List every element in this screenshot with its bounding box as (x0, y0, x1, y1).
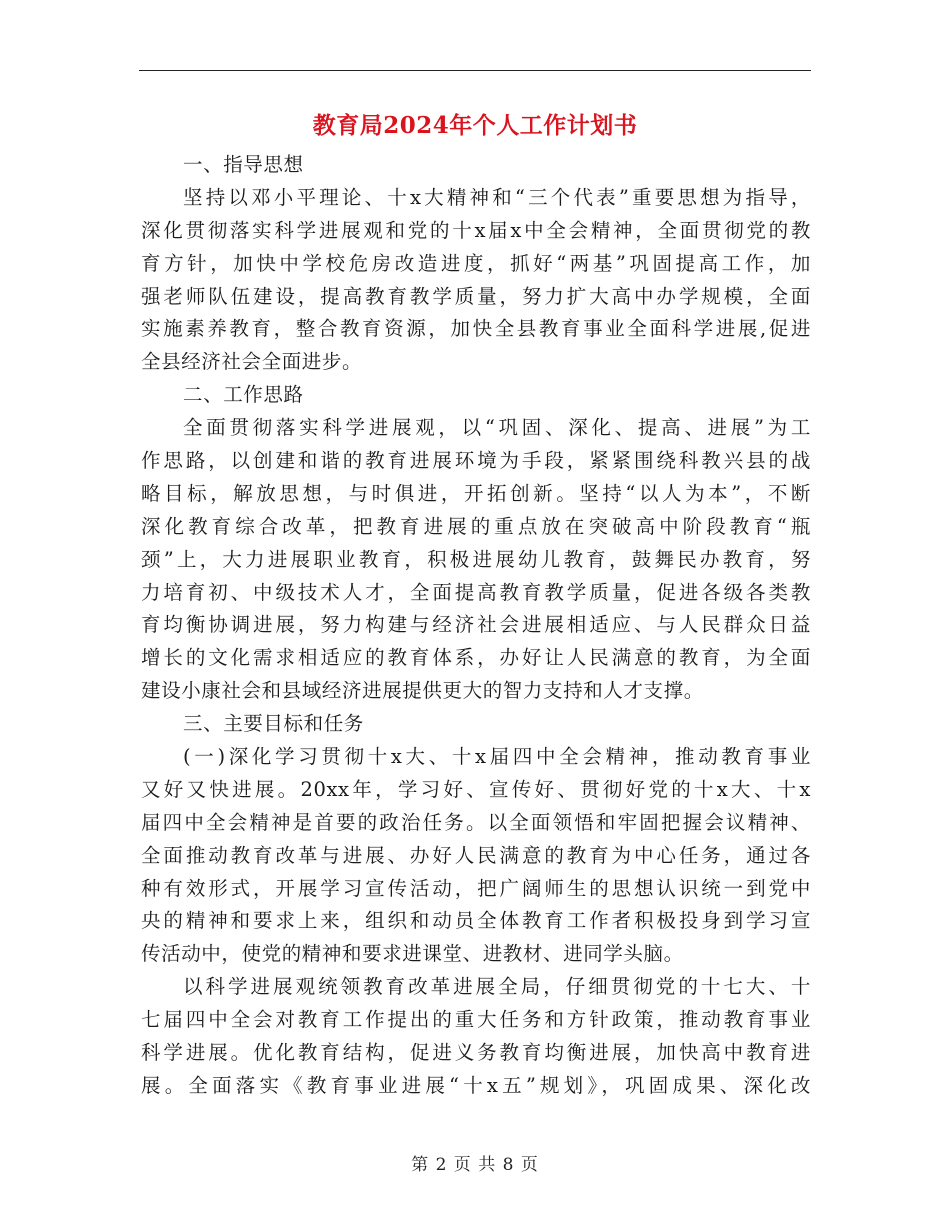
paragraph-line: 坚持以邓小平理论、十x大精神和“三个代表”重要思想为指导， (183, 185, 811, 209)
paragraph-line: 略目标，解放思想，与时俱进，开拓创新。坚持“以人为本”，不断 (141, 481, 811, 505)
page-number: 第 2 页 共 8 页 (411, 1155, 539, 1175)
paragraph-line: 全县经济社会全面进步。 (141, 350, 363, 374)
paragraph-line: 展。全面落实《教育事业进展“十x五”规划》，巩固成果、深化改 (141, 1073, 811, 1097)
paragraph-line: 央的精神和要求上来，组织和动员全体教育工作者积极投身到学习宣 (141, 909, 811, 933)
paragraph-line: 种有效形式，开展学习宣传活动，把广阔师生的思想认识统一到党中 (141, 876, 811, 900)
section-heading: 一、指导思想 (183, 153, 304, 176)
document-body (141, 149, 811, 1103)
paragraph-line: 作思路，以创建和谐的教育进展环境为手段，紧紧围绕科教兴县的战 (141, 449, 811, 473)
paragraph-line: 全面推动教育改革与进展、办好人民满意的教育为中心任务，通过各 (141, 843, 811, 867)
paragraph-line: 届四中全会精神是首要的政治任务。以全面领悟和牢固把握会议精神、 (141, 810, 811, 834)
paragraph-line: (一)深化学习贯彻十x大、十x届四中全会精神，推动教育事业 (183, 745, 811, 769)
paragraph-line: 深化贯彻落实科学进展观和党的十x届x中全会精神，全面贯彻党的教 (141, 218, 811, 242)
paragraph-line: 科学进展。优化教育结构，促进义务教育均衡进展，加快高中教育进 (141, 1041, 811, 1065)
paragraph-line: 育均衡协调进展，努力构建与经济社会进展相适应、与人民群众日益 (141, 613, 811, 637)
paragraph-line: 又好又快进展。20xx年，学习好、宣传好、贯彻好党的十x大、十x (141, 777, 811, 801)
document-title: 教育局2024年个人工作计划书 (312, 112, 638, 139)
section-heading: 二、工作思路 (183, 383, 304, 407)
paragraph-line: 全面贯彻落实科学进展观，以“巩固、深化、提高、进展”为工 (183, 416, 811, 440)
paragraph-line: 实施素养教育，整合教育资源，加快全县教育事业全面科学进展,促进 (141, 317, 811, 341)
paragraph-line: 深化教育综合改革，把教育进展的重点放在突破高中阶段教育“瓶 (141, 514, 811, 538)
paragraph-line: 建设小康社会和县域经济进展提供更大的智力支持和人才支撑。 (141, 679, 704, 703)
header-rule (139, 70, 811, 71)
paragraph-line: 传活动中，使党的精神和要求进课堂、进教材、进同学头脑。 (141, 942, 684, 966)
paragraph-line: 强老师队伍建设，提高教育教学质量，努力扩大高中办学规模，全面 (141, 284, 811, 308)
paragraph-line: 颈”上，大力进展职业教育，积极进展幼儿教育，鼓舞民办教育，努 (141, 547, 811, 571)
paragraph-line: 七届四中全会对教育工作提出的重大任务和方针政策，推动教育事业 (141, 1008, 811, 1032)
paragraph-line: 以科学进展观统领教育改革进展全局，仔细贯彻党的十七大、十 (183, 975, 811, 999)
paragraph-line: 增长的文化需求相适应的教育体系，办好让人民满意的教育，为全面 (141, 646, 811, 670)
paragraph-line: 育方针，加快中学校危房改造进度，抓好“两基”巩固提高工作，加 (141, 251, 811, 275)
section-heading: 三、主要目标和任务 (183, 712, 364, 736)
paragraph-line: 力培育初、中级技术人才，全面提高教育教学质量，促进各级各类教 (141, 580, 811, 604)
